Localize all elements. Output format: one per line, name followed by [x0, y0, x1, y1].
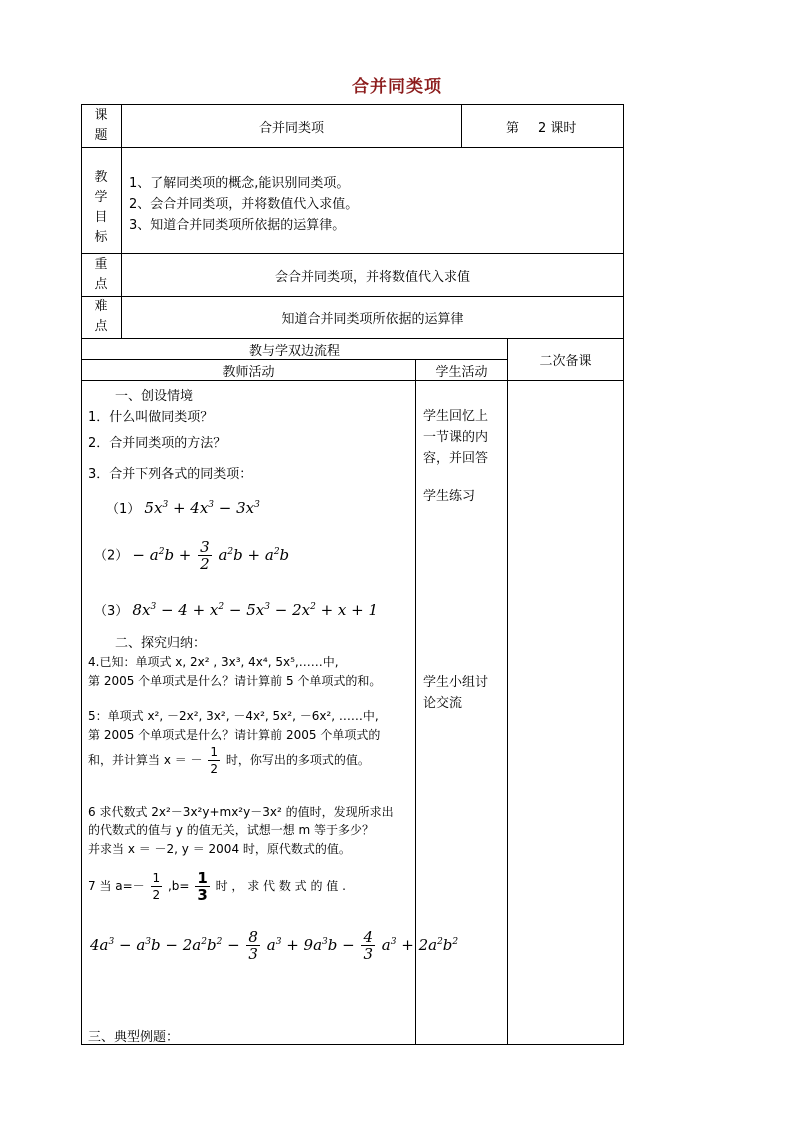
problem-7: 7 当 a=－ $\frac{1}{2}$ ,b= $\frac{1}{3}$ 时 ， 求 代 数 式 的 值 .	[88, 869, 346, 904]
fraction-one-half-a: $\frac{1}{2}$	[152, 871, 161, 902]
key-point-label: 重 点	[94, 257, 108, 292]
objective-item-3: 3、知道合并同类项所依据的运算律。	[129, 218, 346, 233]
lesson-prefix: 第	[506, 121, 520, 136]
problem-5-line-1: 5：单项式 x², －2x², 3x², －4x², 5x², －6x², ……中,	[88, 709, 379, 723]
section-1-heading: 一、创设情境	[115, 389, 194, 404]
problem-5-line-2: 第 2005 个单项式是什么？请计算前 2005 个单项式的	[88, 728, 381, 742]
exercise-3: （3） $8x^3 - 4 + x^2 - 5x^3 - 2x^2 + x + 1$	[94, 601, 379, 619]
problem-4-line-1: 4.已知：单项式 x, 2x² , 3x³, 4x⁴, 5x⁵,……中,	[88, 655, 339, 669]
fraction-one-third: $\frac{1}{3}$	[197, 869, 208, 904]
problem-4-line-2: 第 2005 个单项式是什么？请计算前 5 个单项式的和。	[88, 674, 382, 688]
fraction-four-thirds: $\frac{4}{3}$	[363, 928, 374, 963]
student-activity-2: 学生练习	[423, 489, 476, 504]
student-activity-1: 学生回忆上 一节课的内 容，并回答	[423, 409, 489, 466]
student-activity-header: 学生活动	[435, 364, 488, 380]
key-point-text: 会合并同类项，并将数值代入求值	[274, 269, 470, 285]
question-2: 2．合并同类项的方法？	[88, 436, 227, 451]
objectives-label: 教 学 目 标	[94, 170, 108, 245]
difficult-point-text: 知道合并同类项所依据的运算律	[281, 312, 464, 327]
section-3-heading: 三、典型例题：	[88, 1030, 180, 1045]
process-header: 教与学双边流程	[248, 343, 340, 359]
course-label: 课 题	[94, 108, 108, 143]
fraction-three-halves: $\frac{3}{2}$	[200, 538, 210, 573]
fraction-one-half: $\frac{1}{2}$	[210, 745, 219, 776]
problem-6-line-2: 的代数式的值与 y 的值无关，试想一想 m 等于多少？	[88, 823, 375, 837]
problem-5-line-3: 和，并计算当 x ＝ － $\frac{1}{2}$ 时，你写出的多项式的值。	[88, 745, 370, 776]
teacher-activity-header: 教师活动	[222, 364, 275, 380]
fraction-eight-thirds: $\frac{8}{3}$	[248, 928, 258, 963]
objective-item-1: 1、了解同类项的概念,能识别同类项。	[129, 176, 350, 191]
question-1: 1．什么叫做同类项？	[88, 410, 214, 425]
document-title: 合并同类项	[352, 77, 442, 97]
question-3: 3．合并下列各式的同类项：	[88, 467, 253, 482]
student-activity-3: 学生小组讨 论交流	[423, 675, 489, 711]
course-value: 合并同类项	[258, 120, 324, 136]
section-2-heading: 二、探究归纳：	[115, 636, 207, 651]
difficult-point-label: 难 点	[94, 299, 108, 334]
lesson-count: 2 课时	[538, 121, 577, 136]
exercise-2: $(2) - a^2b$ + $\frac{3}{2}$ $a^2b + a^2b$	[94, 538, 290, 573]
problem-6-line-3: 并求当 x ＝ －2, y ＝ 2004 时，原代数式的值。	[88, 842, 351, 856]
problem-6-line-1: 6 求代数式 2x²－3x²y+mx²y－3x² 的值时，发现所求出	[88, 805, 394, 819]
objective-item-2: 2、会合并同类项，并将数值代入求值。	[129, 197, 359, 212]
problem-7-expression: $4a^3 - a^3b - 2a^2b^2$ − $\frac{8}{3}$ $a^3 + 9a^3b$ − $\frac{4}{3}$ $a^3 + 2a^2b^2$	[90, 928, 459, 963]
second-prep-header: 二次备课	[539, 354, 592, 369]
exercise-1: （1） $5x^3 + 4x^3 - 3x^3$	[106, 499, 260, 517]
